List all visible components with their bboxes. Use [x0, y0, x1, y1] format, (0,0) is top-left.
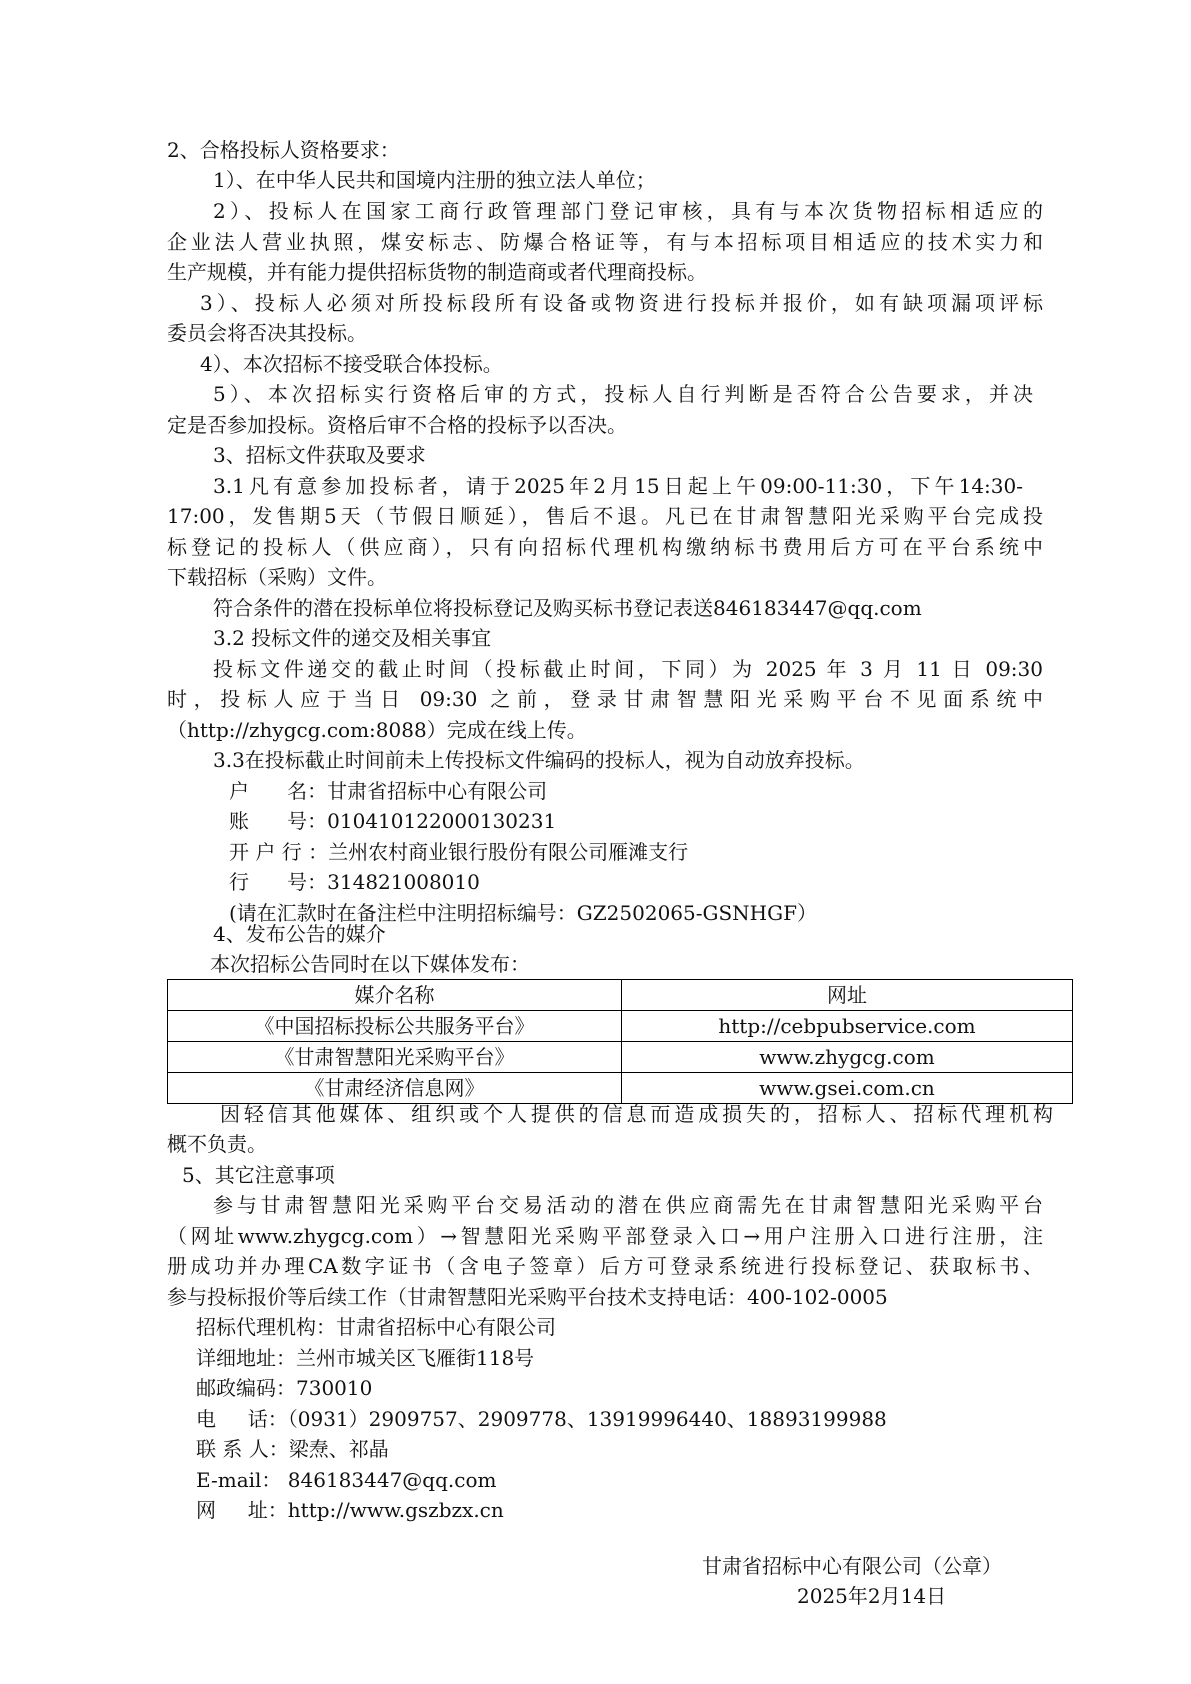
qualification-item-4: 4）、本次招标不接受联合体投标。 — [200, 352, 503, 376]
section-3-2-line-1: 投标文件递交的截止时间（投标截止时间，下同）为 2025 年 3 月 11 日 09:30 — [213, 657, 1043, 681]
section-3-2-line-3: （http://zhygcg.com:8088）完成在线上传。 — [167, 718, 587, 742]
media-table — [167, 979, 1073, 1104]
section-3-heading: 3、招标文件获取及要求 — [213, 443, 426, 467]
signature-date: 2025年2月14日 — [797, 1584, 947, 1608]
media-name-cell: 《甘肃智慧阳光采购平台》 — [168, 1042, 622, 1073]
qualification-item-3-line-2: 委员会将否决其投标。 — [167, 321, 367, 345]
table-row — [168, 1073, 1073, 1104]
table-row — [168, 1042, 1073, 1073]
qualification-item-2-line-3: 生产规模，并有能力提供招标货物的制造商或者代理商投标。 — [167, 260, 707, 284]
section-3-1-line-4: 下载招标（采购）文件。 — [167, 565, 387, 589]
bank-account-value: 010410122000130231 — [327, 809, 557, 833]
agency-postcode: 邮政编码：730010 — [196, 1376, 373, 1400]
agency-email: E-mail： 846183447@qq.com — [196, 1468, 497, 1492]
qualification-item-2-line-2: 企业法人营业执照，煤安标志、防爆合格证等，有与本招标项目相适应的技术实力和 — [167, 230, 1043, 254]
section-5-line-1: 参与甘肃智慧阳光采购平台交易活动的潜在供应商需先在甘肃智慧阳光采购平台 — [213, 1193, 1043, 1217]
qualification-item-1: 1）、在中华人民共和国境内注册的独立法人单位； — [213, 168, 656, 192]
bank-name-row — [229, 781, 547, 801]
media-url-cell: www.gsei.com.cn — [622, 1073, 1073, 1104]
qualification-item-3-line-1: 3）、投标人必须对所投标段所有设备或物资进行投标并报价，如有缺项漏项评标 — [200, 291, 1043, 315]
agency-name: 招标代理机构：甘肃省招标中心有限公司 — [196, 1315, 556, 1339]
column-header-media-name: 媒介名称 — [168, 980, 622, 1011]
qualification-item-5-line-2: 定是否参加投标。资格后审不合格的投标予以否决。 — [167, 413, 627, 437]
section-5-line-2: （网址www.zhygcg.com）→智慧阳光采购平部登录入口→用户注册入口进行注册，注 — [167, 1224, 1043, 1248]
bank-branch-row — [229, 842, 688, 862]
bank-code-row — [229, 872, 480, 892]
bank-code-value: 314821008010 — [327, 870, 480, 894]
section-3-1-line-3: 标登记的投标人（供应商），只有向招标代理机构缴纳标书费用后方可在平台系统中 — [167, 535, 1043, 559]
table-row — [168, 1011, 1073, 1042]
signature-organization: 甘肃省招标中心有限公司（公章） — [702, 1554, 1002, 1578]
section-3-1-line-1: 3.1凡有意参加投标者，请于2025年2月15日起上午09:00-11:30，下午14:30- — [213, 474, 1023, 498]
table-header-row — [168, 980, 1073, 1011]
media-name-cell: 《甘肃经济信息网》 — [168, 1073, 622, 1104]
media-name-cell: 《中国招标投标公共服务平台》 — [168, 1011, 622, 1042]
agency-phone: 电 话：（0931）2909757、2909778、13919996440、18893199988 — [196, 1407, 887, 1431]
section-3-2-heading: 3.2 投标文件的递交及相关事宜 — [213, 626, 492, 650]
section-2-heading: 2、合格投标人资格要求： — [167, 138, 400, 162]
agency-contact-person: 联 系 人：梁焘、祁晶 — [196, 1437, 389, 1461]
column-header-url: 网址 — [622, 980, 1073, 1011]
media-url-cell: www.zhygcg.com — [622, 1042, 1073, 1073]
disclaimer-line-2: 概不负责。 — [167, 1132, 267, 1156]
section-3-3: 3.3在投标截止时间前未上传投标文件编码的投标人，视为自动放弃投标。 — [213, 748, 865, 772]
bank-account-row — [229, 811, 556, 831]
section-3-1-line-2: 17:00，发售期5天（节假日顺延），售后不退。凡已在甘肃智慧阳光采购平台完成投 — [167, 504, 1043, 528]
section-5-heading: 5、其它注意事项 — [182, 1163, 335, 1187]
bank-branch-label: 开 户 行 ： — [229, 840, 329, 864]
bank-account-label: 账 号： — [229, 809, 328, 833]
remittance-note: (请在汇款时在备注栏中注明招标编号：GZ2502065-GSNHGF） — [229, 901, 817, 925]
qualification-item-2-line-1: 2）、投标人在国家工商行政管理部门登记审核，具有与本次货物招标相适应的 — [213, 199, 1043, 223]
agency-address: 详细地址：兰州市城关区飞雁街118号 — [196, 1346, 535, 1370]
bank-code-label: 行 号： — [229, 870, 328, 894]
section-4-heading: 4、发布公告的媒介 — [213, 922, 386, 946]
section-3-2-line-2: 时，投标人应于当日 09:30 之前，登录甘肃智慧阳光采购平台不见面系统中 — [167, 687, 1043, 711]
agency-website: 网 址：http://www.gszbzx.cn — [196, 1498, 504, 1522]
disclaimer-line-1: 因轻信其他媒体、组织或个人提供的信息而造成损失的，招标人、招标代理机构 — [220, 1102, 1053, 1126]
section-5-line-3: 册成功并办理CA数字证书（含电子签章）后方可登录系统进行投标登记、获取标书、 — [167, 1254, 1043, 1278]
registration-email-note: 符合条件的潜在投标单位将投标登记及购买标书登记表送846183447@qq.com — [213, 596, 922, 620]
media-url-cell: http://cebpubservice.com — [622, 1011, 1073, 1042]
section-5-line-4: 参与投标报价等后续工作（甘肃智慧阳光采购平台技术支持电话：400-102-0005 — [167, 1285, 888, 1309]
bank-name-label: 户 名： — [229, 779, 328, 803]
qualification-item-5-line-1: 5）、本次招标实行资格后审的方式，投标人自行判断是否符合公告要求，并决 — [213, 382, 1033, 406]
media-intro: 本次招标公告同时在以下媒体发布： — [210, 952, 530, 976]
bank-branch-value: 兰州农村商业银行股份有限公司雁滩支行 — [328, 840, 689, 864]
bank-name-value: 甘肃省招标中心有限公司 — [327, 779, 548, 803]
